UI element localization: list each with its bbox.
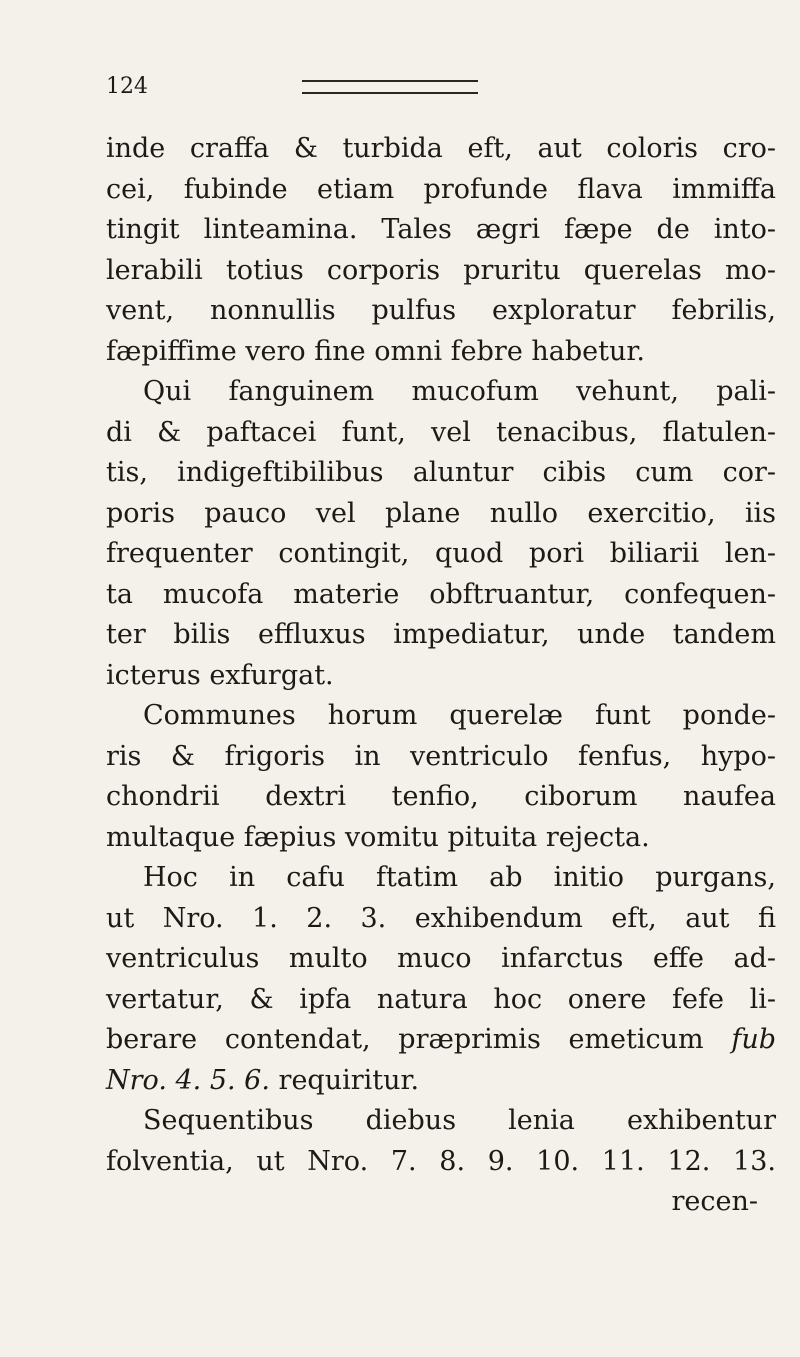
text-fragment: berare contendat, præprimis emeticum (106, 1024, 704, 1055)
text-line: tis, indigeftibilibus aluntur cibis cum cor- (106, 457, 776, 488)
catchword: recen- (671, 1186, 758, 1217)
text-line: folventia, ut Nro. 7. 8. 9. 10. 11. 12. 13. (106, 1145, 776, 1177)
text-line: cei, fubinde etiam profunde flava immiffa (106, 173, 776, 205)
header-rule (302, 80, 478, 94)
text-line: ta mucofa materie obftruantur, confequen- (106, 578, 776, 610)
text-line: ut Nro. 1. 2. 3. exhibendum eft, aut fi (106, 902, 776, 934)
italic-fragment: fub (731, 1024, 776, 1055)
text-line: ris & frigoris in ventriculo fenfus, hypo- (106, 740, 776, 772)
text-line: tingit linteamina. Tales ægri fæpe de into- (106, 214, 776, 245)
body-text (106, 129, 776, 1223)
text-line: vertatur, & ipfa natura hoc onere fefe li- (106, 983, 776, 1015)
paragraph-start: Qui fanguinem mucofum vehunt, pali- (143, 376, 776, 407)
text-line: inde craffa & turbida eft, aut coloris cro- (106, 133, 776, 164)
text-line: lerabili totius corporis pruritu querelas mo- (106, 254, 776, 286)
paragraph-start: Hoc in cafu ftatim ab initio purgans, (143, 862, 776, 893)
text-line: ventriculus multo muco infarctus effe ad- (106, 943, 776, 974)
text-line: fæpiffime vero fine omni febre habetur. (106, 335, 645, 367)
text-line: di & paftacei funt, vel tenacibus, flatulen- (106, 416, 776, 448)
text-line: ter bilis effluxus impediatur, unde tandem (106, 619, 776, 650)
text-line-with-italic (106, 1020, 776, 1061)
text-line: chondrii dextri tenfio, ciborum naufea (106, 781, 776, 812)
italic-fragment: Nro. 4. 5. 6. (106, 1064, 270, 1096)
text-line: multaque fæpius vomitu pituita rejecta. (106, 821, 650, 853)
text-line: icterus exfurgat. (106, 659, 334, 691)
paragraph-start: Communes horum querelæ funt ponde- (143, 700, 776, 731)
text-line: vent, nonnullis pulfus exploratur febrilis, (106, 295, 776, 326)
text-line: poris pauco vel plane nullo exercitio, iis (106, 497, 776, 529)
paragraph-start: Sequentibus diebus lenia exhibentur (143, 1105, 776, 1136)
text-fragment: requiritur. (278, 1064, 420, 1096)
page-number: 124 (106, 74, 148, 99)
text-line-with-italic (106, 1061, 776, 1102)
text-line: frequenter contingit, quod pori biliarii len- (106, 538, 776, 569)
